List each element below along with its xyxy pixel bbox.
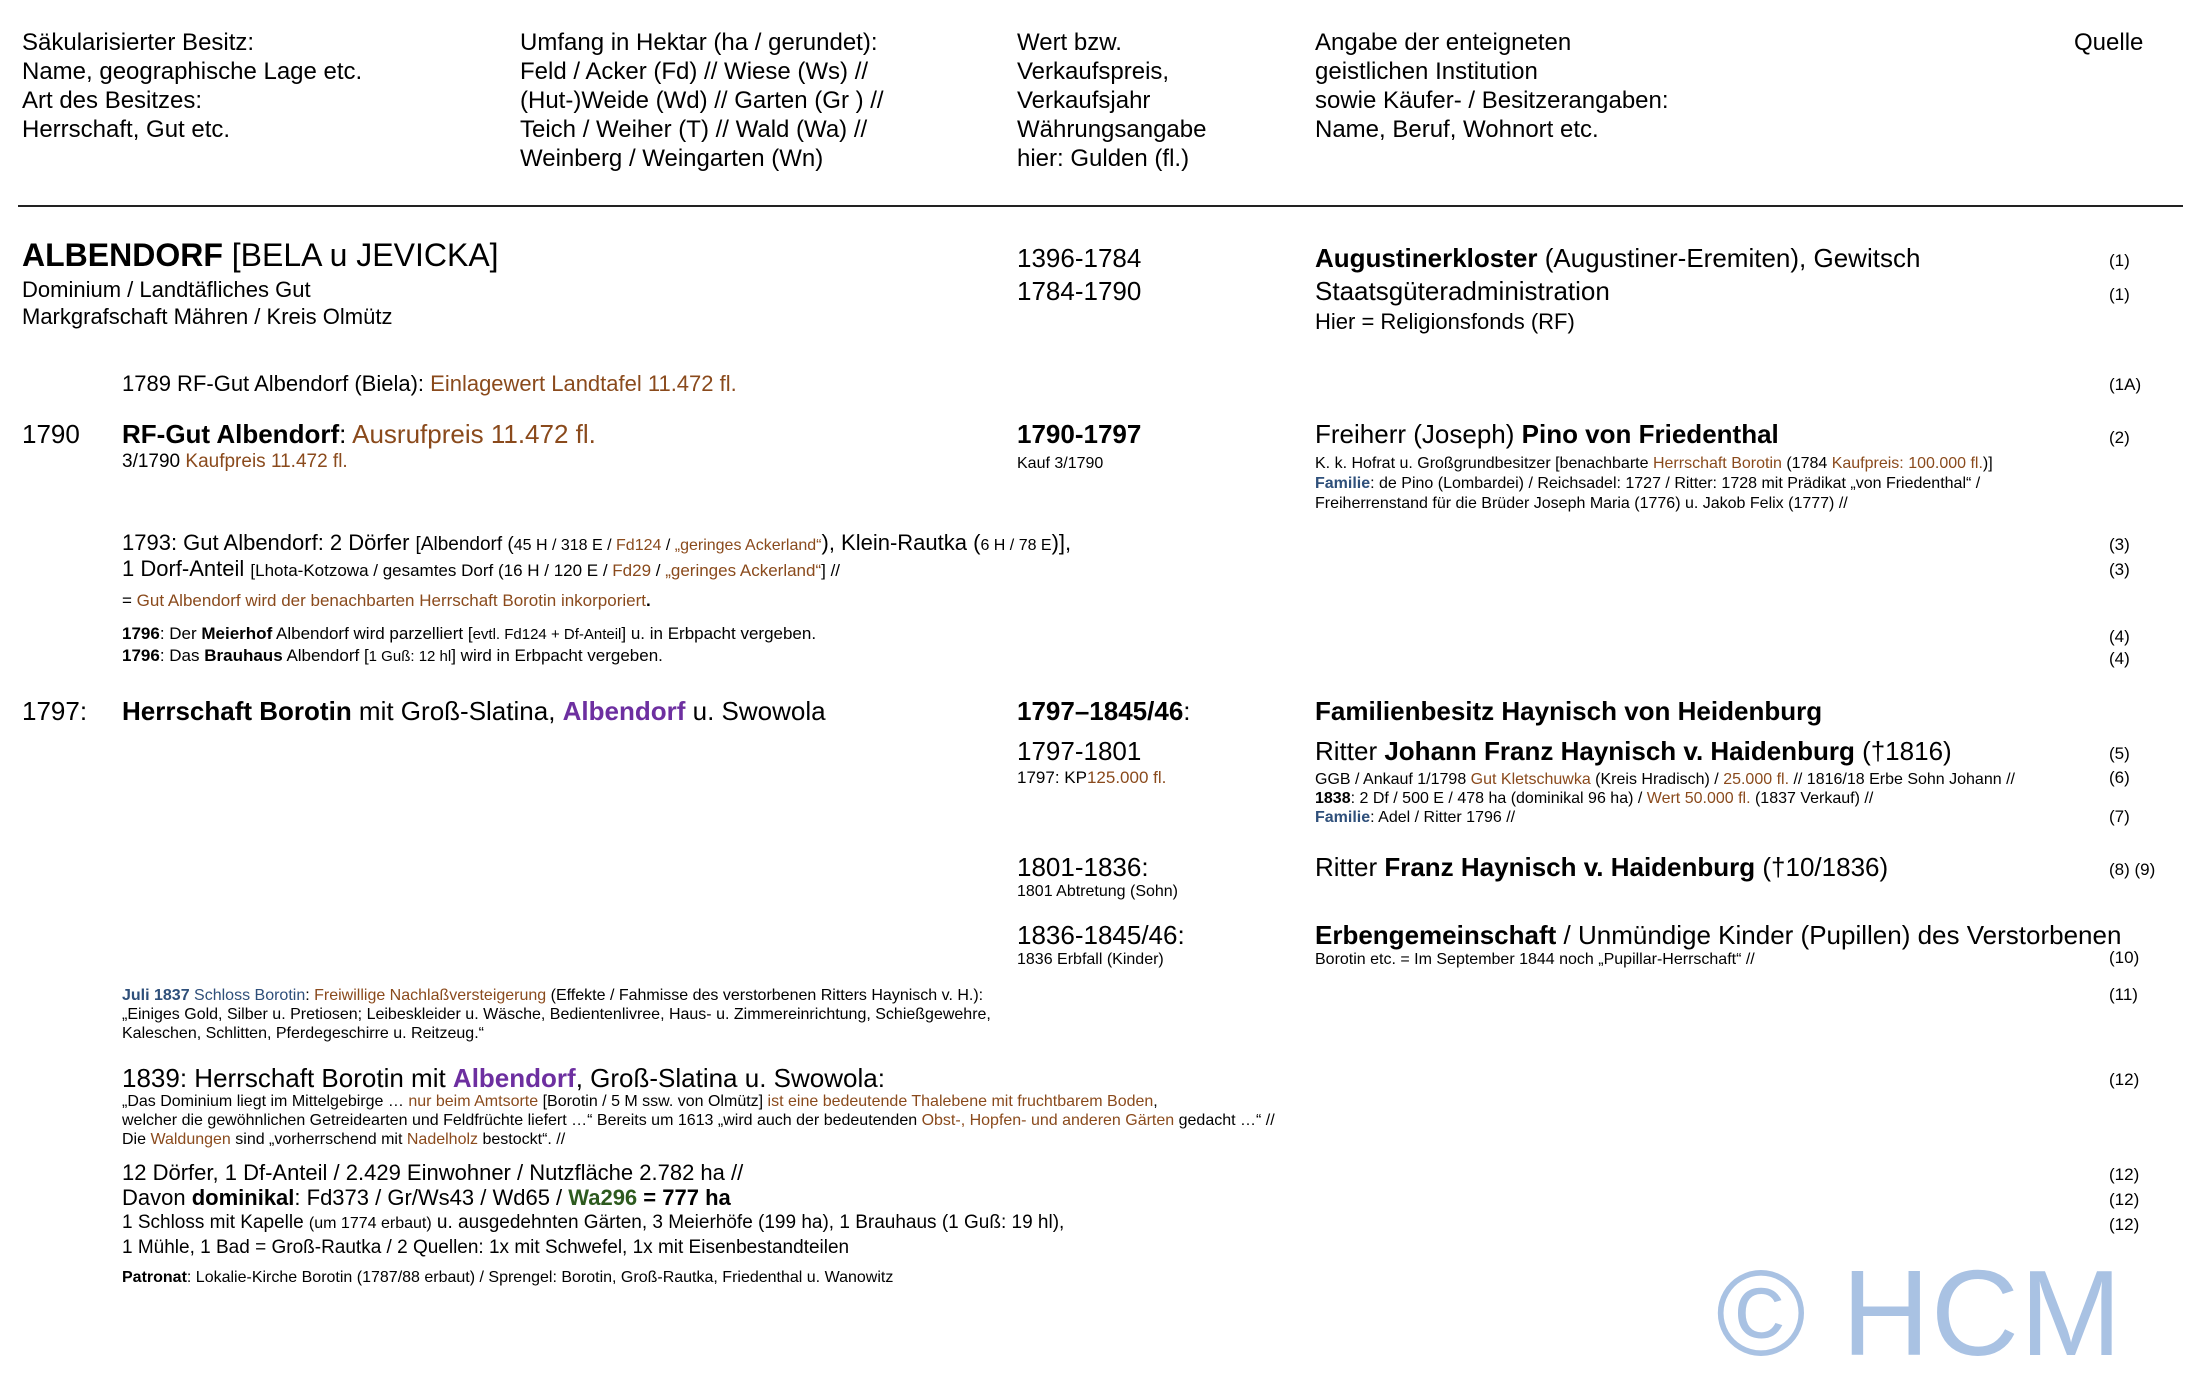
header-col-wert xyxy=(1017,28,1206,173)
text: 1789 RF-Gut Albendorf (Biela): xyxy=(122,371,431,396)
text: bestockt“. // xyxy=(478,1131,566,1148)
source-ref: (1) xyxy=(2109,251,2130,270)
header-line: Name, geographische Lage etc. xyxy=(22,58,363,85)
header-line: Feld / Acker (Fd) // Wiese (Ws) // xyxy=(520,58,869,85)
text: ] // xyxy=(821,561,841,580)
detail-line: Freiherrenstand für die Brüder Joseph Maria (1776) u. Jakob Felix (1777) // xyxy=(1315,495,1848,512)
text: Freiwillige Nachlaßversteigerung xyxy=(314,987,547,1004)
value-text: Ausrufpreis 11.472 fl. xyxy=(352,419,596,449)
header-line: Herrschaft, Gut etc. xyxy=(22,116,231,143)
line-meierhof xyxy=(122,624,816,644)
text: , xyxy=(1153,1093,1158,1110)
text: Ritter xyxy=(1315,852,1385,882)
owner-pino xyxy=(1315,418,1779,451)
quote-line xyxy=(122,1130,565,1149)
text: : de Pino (Lombardei) / Reichsadel: 1727 / Ritter: 1728 mit Prädikat „von Friedenthal“ / xyxy=(1370,475,1981,492)
text: : Das xyxy=(159,646,205,665)
text: 45 H / 318 E / xyxy=(513,537,617,554)
text: Die xyxy=(122,1131,151,1148)
period-sub-2-detail: 1801 Abtretung (Sohn) xyxy=(1017,883,1179,900)
text: RF-Gut Albendorf xyxy=(122,419,340,449)
period-sub-1: 1797-1801 xyxy=(1017,736,1142,766)
text: Albendorf xyxy=(562,696,686,726)
title-1839 xyxy=(122,1062,885,1095)
text: 1796 xyxy=(122,646,160,665)
text: : 2 Df / 500 E / 478 ha (dominikal 96 ha) / xyxy=(1350,790,1647,807)
familienbesitz: Familienbesitz Haynisch von Heidenburg xyxy=(1315,696,1823,726)
source-ref: (5) xyxy=(2109,744,2130,763)
text: dominikal xyxy=(191,1185,295,1210)
source-ref: (4) xyxy=(2109,627,2130,646)
source-ref: (12) xyxy=(2109,1190,2140,1209)
text: (um 1774 erbaut) xyxy=(308,1215,432,1232)
owner-rest: (Augustiner-Eremiten), Gewitsch xyxy=(1537,243,1921,273)
header-line: Art des Besitzes: xyxy=(22,87,203,114)
text: 6 H / 78 E xyxy=(980,537,1052,554)
text: Pino von Friedenthal xyxy=(1521,419,1779,449)
line-1793 xyxy=(122,529,1071,557)
period-1790: 1790-1797 xyxy=(1017,419,1142,449)
owner-bold: Augustinerkloster xyxy=(1315,243,1538,273)
source-ref: (8) (9) xyxy=(2109,860,2156,879)
text: . xyxy=(645,591,651,610)
text: 1838 xyxy=(1315,790,1351,807)
text: [Lhota-Kotzowa / gesamtes Dorf (16 H / 120 E / xyxy=(250,561,613,580)
einlagewert-line xyxy=(122,370,737,397)
text: Meierhof xyxy=(201,624,273,643)
text: (Effekte / Fahmisse des verstorbenen Ritters Haynisch v. H.): xyxy=(546,987,984,1004)
text: / Unmündige Kinder (Pupillen) des Verstorbenen xyxy=(1556,920,2122,950)
text: welcher die gewöhnlichen Getreidearten und Feldfrüchte liefert …“ Bereits um 1613 „wird auch der bedeutenden xyxy=(122,1112,922,1129)
line-dorf-anteil xyxy=(122,555,840,582)
source-ref: (12) xyxy=(2109,1215,2140,1234)
header-col-quelle: Quelle xyxy=(2074,29,2144,56)
text: gedacht …“ // xyxy=(1174,1112,1275,1129)
text: : Der xyxy=(159,624,202,643)
title-rest: [BELA u JEVICKA] xyxy=(222,237,499,273)
quote-line xyxy=(122,1111,1275,1130)
herrschaft-title xyxy=(122,695,826,728)
owner-2: Staatsgüteradministration xyxy=(1315,276,1610,306)
text: Fd29 xyxy=(612,561,652,580)
detail-line xyxy=(1315,770,2015,789)
source-ref: (12) xyxy=(2109,1070,2140,1089)
line-inkorporiert xyxy=(122,591,651,611)
source-ref: (2) xyxy=(2109,428,2130,447)
owner-erben xyxy=(1315,919,2121,952)
title-line: Markgrafschaft Mähren / Kreis Olmütz xyxy=(22,304,393,329)
text: „geringes Ackerland“ xyxy=(665,561,822,580)
period-2: 1784-1790 xyxy=(1017,276,1142,306)
text: Fd124 xyxy=(616,537,662,554)
period-sub-3: 1836-1845/46: xyxy=(1017,920,1185,950)
stats-line: 1 Mühle, 1 Bad = Groß-Rautka / 2 Quellen: 1x mit Schwefel, 1x mit Eisenbestandteilen xyxy=(122,1237,850,1258)
text: Juli 1837 xyxy=(122,987,190,1004)
text: Obst-, Hopfen- und anderen Gärten xyxy=(921,1112,1175,1129)
text: , Groß-Slatina u. Swowola: xyxy=(575,1063,885,1093)
text: Albendorf [ xyxy=(282,646,369,665)
header-line: sowie Käufer- / Besitzerangaben: xyxy=(1315,87,1669,114)
header-col-institution xyxy=(1315,28,1669,144)
header-line: Verkaufspreis, xyxy=(1017,58,1170,85)
text: Familie xyxy=(1315,809,1371,826)
text: (†10/1836) xyxy=(1755,852,1889,882)
text: / xyxy=(651,561,666,580)
quote-line xyxy=(122,1092,1158,1111)
header-col-besitz xyxy=(22,28,362,144)
text: Johann Franz Haynisch v. Haidenburg xyxy=(1384,736,1855,766)
text: [Borotin / 5 M ssw. von Olmütz] xyxy=(538,1093,768,1110)
header-line: Name, Beruf, Wohnort etc. xyxy=(1315,116,1599,143)
text: : xyxy=(1183,696,1191,726)
text: = xyxy=(637,1185,663,1210)
text: Freiherr (Joseph) xyxy=(1315,419,1522,449)
text: = xyxy=(122,591,137,610)
title-bold: ALBENDORF xyxy=(22,237,223,273)
text: Gut Kletschuwka xyxy=(1470,771,1591,788)
text: Patronat xyxy=(122,1269,187,1286)
year-1797: 1797: xyxy=(22,696,88,726)
rf-gut-sub xyxy=(122,450,348,474)
text: Ritter xyxy=(1315,736,1385,766)
text: Herrschaft Borotin xyxy=(1652,455,1782,472)
text: nur beim Amtsorte xyxy=(408,1093,539,1110)
source-ref: (1A) xyxy=(2109,375,2142,394)
detail-line: Borotin etc. = Im September 1844 noch „Pupillar-Herrschaft“ // xyxy=(1315,951,1755,968)
text: (†1816) xyxy=(1854,736,1952,766)
header-line: hier: Gulden (fl.) xyxy=(1017,145,1190,172)
header-line: Wert bzw. xyxy=(1017,29,1122,56)
text: 25.000 fl. xyxy=(1723,771,1790,788)
section-albendorf-title xyxy=(22,236,499,330)
text: Franz Haynisch v. Haidenburg xyxy=(1384,852,1756,882)
text: (1784 xyxy=(1781,455,1832,472)
stats-line: 12 Dörfer, 1 Df-Anteil / 2.429 Einwohner / Nutzfläche 2.782 ha // xyxy=(122,1160,744,1185)
header-col-umfang xyxy=(520,28,884,173)
text: Erbengemeinschaft xyxy=(1315,920,1557,950)
detail-line xyxy=(1315,474,1980,493)
source-ref: (11) xyxy=(2109,985,2138,1004)
detail-line xyxy=(1315,808,1515,827)
text: // 1816/18 Erbe Sohn Johann // xyxy=(1789,771,2015,788)
header-line: Umfang in Hektar (ha / gerundet): xyxy=(520,29,878,56)
text: : Lokalie-Kirche Borotin (1787/88 erbaut) / Sprengel: Borotin, Groß-Rautka, Friedenthal u. Wanowitz xyxy=(186,1269,894,1286)
text: (1837 Verkauf) // xyxy=(1750,790,1874,807)
text: )] xyxy=(1982,455,1993,472)
text: 1 Guß: 12 hl xyxy=(368,648,452,665)
source-ref: (4) xyxy=(2109,649,2130,668)
header-line: geistlichen Institution xyxy=(1315,58,1538,85)
value-text: Einlagewert Landtafel 11.472 fl. xyxy=(430,371,737,396)
header-line: Verkaufsjahr xyxy=(1017,87,1151,114)
text: 1839: Herrschaft Borotin mit xyxy=(122,1063,453,1093)
text: : xyxy=(339,419,353,449)
text: sind „vorherrschend mit xyxy=(230,1131,407,1148)
period-sub-3-detail: 1836 Erbfall (Kinder) xyxy=(1017,951,1164,968)
quote-line: Kaleschen, Schlitten, Pferdegeschirre u. Reitzeug.“ xyxy=(122,1025,484,1042)
owner-1 xyxy=(1315,242,1920,275)
stats-line xyxy=(122,1184,731,1211)
text: 1797–1845/46 xyxy=(1017,696,1184,726)
text: ] u. in Erbpacht vergeben. xyxy=(621,624,817,643)
versteigerung-line xyxy=(122,986,983,1005)
text: K. k. Hofrat u. Großgrundbesitzer [benachbarte xyxy=(1315,455,1653,472)
text: ] wird in Erbpacht vergeben. xyxy=(451,646,663,665)
text: evtl. Fd124 + Df-Anteil xyxy=(472,626,622,643)
source-ref: (3) xyxy=(2109,560,2130,579)
period-sub-1-detail xyxy=(1017,768,1166,788)
text: „geringes Ackerland“ xyxy=(674,537,822,554)
line-brauhaus xyxy=(122,646,663,666)
text: / xyxy=(661,537,675,554)
text: Schloss Borotin xyxy=(189,987,306,1004)
header-line: Angabe der enteigneten xyxy=(1315,29,1572,56)
copyright-watermark: © HCM xyxy=(1716,1245,2123,1381)
text: ), Klein-Rautka ( xyxy=(821,530,981,555)
text: Albendorf xyxy=(452,1063,576,1093)
text: Wa296 xyxy=(568,1185,638,1210)
source-ref: (7) xyxy=(2109,807,2130,826)
text: „Das Dominium liegt im Mittelgebirge … xyxy=(122,1093,409,1110)
stats-line xyxy=(122,1211,1064,1235)
text: 1797: KP xyxy=(1017,768,1087,787)
owner-3: Hier = Religionsfonds (RF) xyxy=(1315,309,1575,334)
text: Albendorf wird parzelliert [ xyxy=(272,624,473,643)
text: 1 Dorf-Anteil xyxy=(122,556,251,581)
text: GGB / Ankauf 1/1798 xyxy=(1315,771,1471,788)
period-sub-2: 1801-1836: xyxy=(1017,852,1149,882)
source-ref: (12) xyxy=(2109,1165,2140,1184)
text: Nadelholz xyxy=(406,1131,479,1148)
period-sub: Kauf 3/1790 xyxy=(1017,455,1104,472)
text: )], xyxy=(1051,530,1072,555)
text: Herrschaft Borotin xyxy=(122,696,352,726)
source-ref: (1) xyxy=(2109,285,2130,304)
title-line: Dominium / Landtäfliches Gut xyxy=(22,277,311,302)
text: mit Groß-Slatina, xyxy=(351,696,563,726)
text: 777 ha xyxy=(662,1185,731,1210)
owner-johann xyxy=(1315,735,1952,768)
text: [Albendorf ( xyxy=(415,534,514,555)
header-line: Säkularisierter Besitz: xyxy=(22,29,255,56)
text: (Kreis Hradisch) / xyxy=(1590,771,1724,788)
text: Gut Albendorf wird der benachbarten Herrschaft Borotin inkorporiert xyxy=(136,591,646,610)
source-ref: (6) xyxy=(2109,768,2130,787)
rf-gut-title xyxy=(122,418,596,451)
text: Brauhaus xyxy=(204,646,283,665)
quote-line: „Einiges Gold, Silber u. Pretiosen; Leibeskleider u. Wäsche, Bedientenlivree, Haus- u. Zimmereinrichtung, Schießgewehre, xyxy=(122,1006,991,1023)
text: 1793: Gut Albendorf: 2 Dörfer xyxy=(122,530,416,555)
text: Wert 50.000 fl. xyxy=(1646,790,1751,807)
source-ref: (3) xyxy=(2109,535,2130,554)
period-1: 1396-1784 xyxy=(1017,243,1142,273)
header-line: (Hut-)Weide (Wd) // Garten (Gr ) // xyxy=(520,87,884,114)
detail-line xyxy=(1315,454,1993,473)
text: Kaufpreis: 100.000 fl. xyxy=(1831,455,1983,472)
text: Familie xyxy=(1315,475,1371,492)
text: Davon xyxy=(122,1185,192,1210)
detail-line xyxy=(1315,789,1873,808)
source-ref: (10) xyxy=(2109,948,2140,967)
text: 125.000 fl. xyxy=(1086,768,1167,787)
header-divider xyxy=(18,205,2183,207)
year-1790: 1790 xyxy=(22,419,80,449)
text: : Adel / Ritter 1796 // xyxy=(1370,809,1516,826)
text: 3/1790 xyxy=(122,451,186,472)
text: Waldungen xyxy=(150,1131,231,1148)
text: 1796 xyxy=(122,624,160,643)
patronat-line xyxy=(122,1268,893,1287)
period-1797 xyxy=(1017,695,1191,728)
text: : xyxy=(305,987,315,1004)
text: u. ausgedehnten Gärten, 3 Meierhöfe (199 ha), 1 Brauhaus (1 Guß: 19 hl), xyxy=(431,1212,1065,1233)
text: 1 Schloss mit Kapelle xyxy=(122,1212,309,1233)
text: u. Swowola xyxy=(685,696,826,726)
header-line: Teich / Weiher (T) // Wald (Wa) // xyxy=(520,116,868,143)
owner-franz xyxy=(1315,851,1888,884)
text: ist eine bedeutende Thalebene mit fruchtbarem Boden xyxy=(767,1093,1154,1110)
value-text: Kaufpreis 11.472 fl. xyxy=(185,451,348,472)
text: : Fd373 / Gr/Ws43 / Wd65 / xyxy=(294,1185,569,1210)
header-line: Weinberg / Weingarten (Wn) xyxy=(520,145,824,172)
header-line: Währungsangabe xyxy=(1017,116,1207,143)
